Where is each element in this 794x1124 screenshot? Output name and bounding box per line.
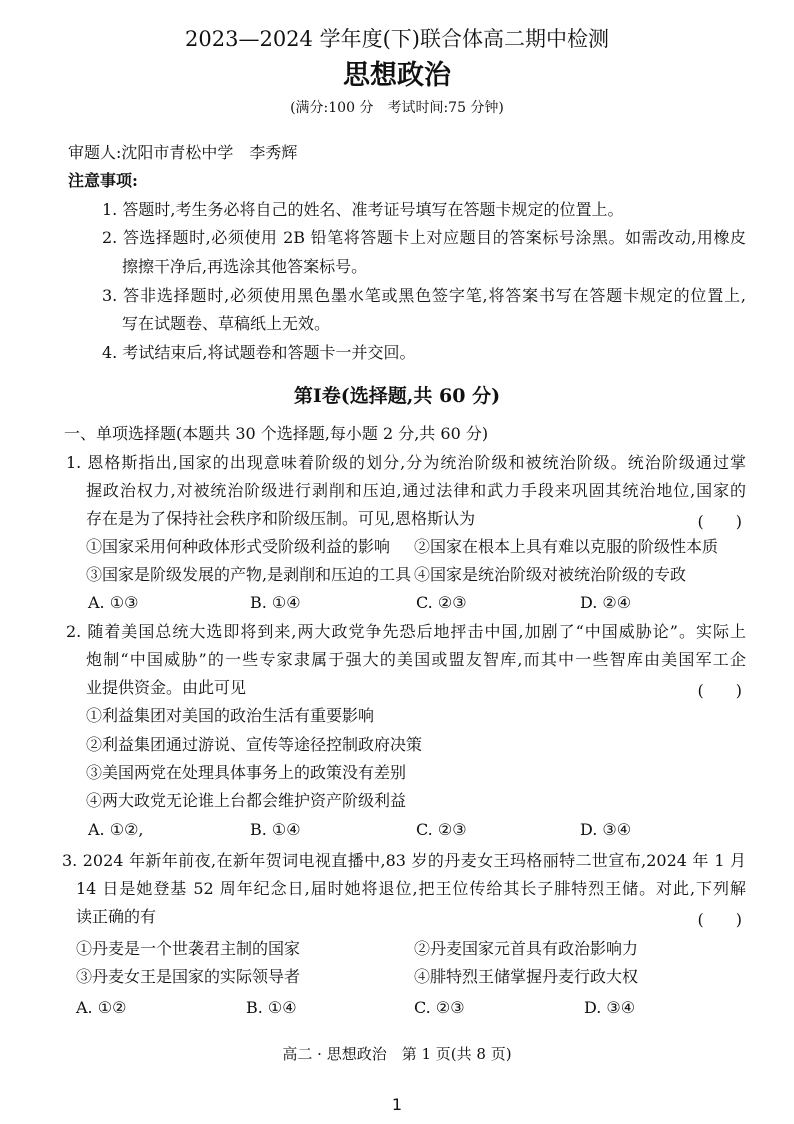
notice-item: 擦擦干净后,再选涂其他答案标号。 bbox=[122, 257, 368, 276]
question-1-text: 1. 恩格斯指出,国家的出现意味着阶级的划分,分为统治阶级和被统治阶级。统治阶级通过掌 bbox=[66, 453, 746, 472]
choice-d: D. ③④ bbox=[580, 820, 632, 839]
statement: ③丹麦女王是国家的实际领导者 bbox=[76, 967, 301, 986]
statement: ②国家在根本上具有难以克服的阶级性本质 bbox=[414, 537, 719, 556]
question-2-text: 业提供资金。由此可见 bbox=[86, 678, 247, 697]
choice-d: D. ③④ bbox=[584, 998, 636, 1017]
notice-item: 1. 答题时,考生务必将自己的姓名、准考证号填写在答题卡规定的位置上。 bbox=[102, 200, 624, 219]
part-heading: 一、单项选择题(本题共 30 个选择题,每小题 2 分,共 60 分) bbox=[64, 424, 489, 443]
question-2-text: 炮制“中国威胁”的一些专家隶属于强大的美国或盟友智库,而其中一些智库由美国军工企 bbox=[86, 650, 746, 669]
reviewer: 审题人:沈阳市青松中学 李秀辉 bbox=[68, 143, 298, 162]
statement: ②丹麦国家元首具有政治影响力 bbox=[414, 939, 639, 958]
question-2-text: 2. 随着美国总统大选即将到来,两大政党争先恐后地抨击中国,加剧了“中国威胁论”。实际上 bbox=[66, 622, 746, 641]
statement: ④两大政党无论谁上台都会维护资产阶级利益 bbox=[86, 791, 407, 810]
statement: ④腓特烈王储掌握丹麦行政大权 bbox=[414, 967, 639, 986]
question-3-text: 3. 2024 年新年前夜,在新年贺词电视直播中,83 岁的丹麦女王玛格丽特二世宣布,2024 年 1 月 bbox=[62, 851, 746, 870]
answer-blank: ( ) bbox=[697, 910, 742, 929]
page-footer: 高二 · 思想政治 第 1 页(共 8 页) bbox=[282, 1045, 512, 1063]
exam-title: 2023—2024 学年度(下)联合体高二期中检测 bbox=[185, 27, 609, 51]
choice-a: A. ①②, bbox=[88, 820, 144, 839]
exam-info: (满分:100 分 考试时间:75 分钟) bbox=[290, 100, 504, 116]
notice-item: 2. 答选择题时,必须使用 2B 铅笔将答题卡上对应题目的答案标号涂黑。如需改动,用橡皮 bbox=[102, 228, 746, 247]
choice-c: C. ②③ bbox=[416, 820, 467, 839]
statement: ①丹麦是一个世袭君主制的国家 bbox=[76, 939, 301, 958]
choice-c: C. ②③ bbox=[414, 998, 465, 1017]
statement: ①利益集团对美国的政治生活有重要影响 bbox=[86, 706, 375, 725]
notice-item: 4. 考试结束后,将试题卷和答题卡一并交回。 bbox=[102, 343, 416, 362]
choice-a: A. ①② bbox=[76, 998, 127, 1017]
statement: ③国家是阶级发展的产物,是剥削和压迫的工具 bbox=[86, 565, 412, 584]
choice-b: B. ①④ bbox=[250, 820, 301, 839]
choice-d: D. ②④ bbox=[580, 593, 632, 612]
statement: ①国家采用何种政体形式受阶级利益的影响 bbox=[86, 537, 391, 556]
notice-item: 写在试题卷、草稿纸上无效。 bbox=[122, 314, 331, 333]
statement: ②利益集团通过游说、宣传等途径控制政府决策 bbox=[86, 735, 423, 754]
section-title: 第Ⅰ卷(选择题,共 60 分) bbox=[293, 385, 501, 407]
subject-title: 思想政治 bbox=[343, 60, 451, 91]
choice-b: B. ①④ bbox=[250, 593, 301, 612]
statement: ④国家是统治阶级对被统治阶级的专政 bbox=[414, 565, 687, 584]
question-1-text: 存在是为了保持社会秩序和阶级压制。可见,恩格斯认为 bbox=[86, 509, 476, 528]
choice-a: A. ①③ bbox=[88, 593, 139, 612]
page-number: 1 bbox=[391, 1095, 403, 1114]
choice-b: B. ①④ bbox=[246, 998, 297, 1017]
answer-blank: ( ) bbox=[697, 681, 742, 700]
notice-heading: 注意事项: bbox=[68, 171, 138, 190]
choice-c: C. ②③ bbox=[416, 593, 467, 612]
notice-item: 3. 答非选择题时,必须使用黑色墨水笔或黑色签字笔,将答案书写在答题卡规定的位置上, bbox=[102, 286, 746, 305]
answer-blank: ( ) bbox=[697, 512, 742, 531]
question-3-text: 读正确的有 bbox=[76, 907, 157, 926]
statement: ③美国两党在处理具体事务上的政策没有差别 bbox=[86, 763, 407, 782]
question-3-text: 14 日是她登基 52 周年纪念日,届时她将退位,把王位传给其长子腓特烈王储。对此,下列解 bbox=[76, 879, 746, 898]
question-1-text: 握政治权力,对被统治阶级进行剥削和压迫,通过法律和武力手段来巩固其统治地位,国家的 bbox=[86, 481, 746, 500]
